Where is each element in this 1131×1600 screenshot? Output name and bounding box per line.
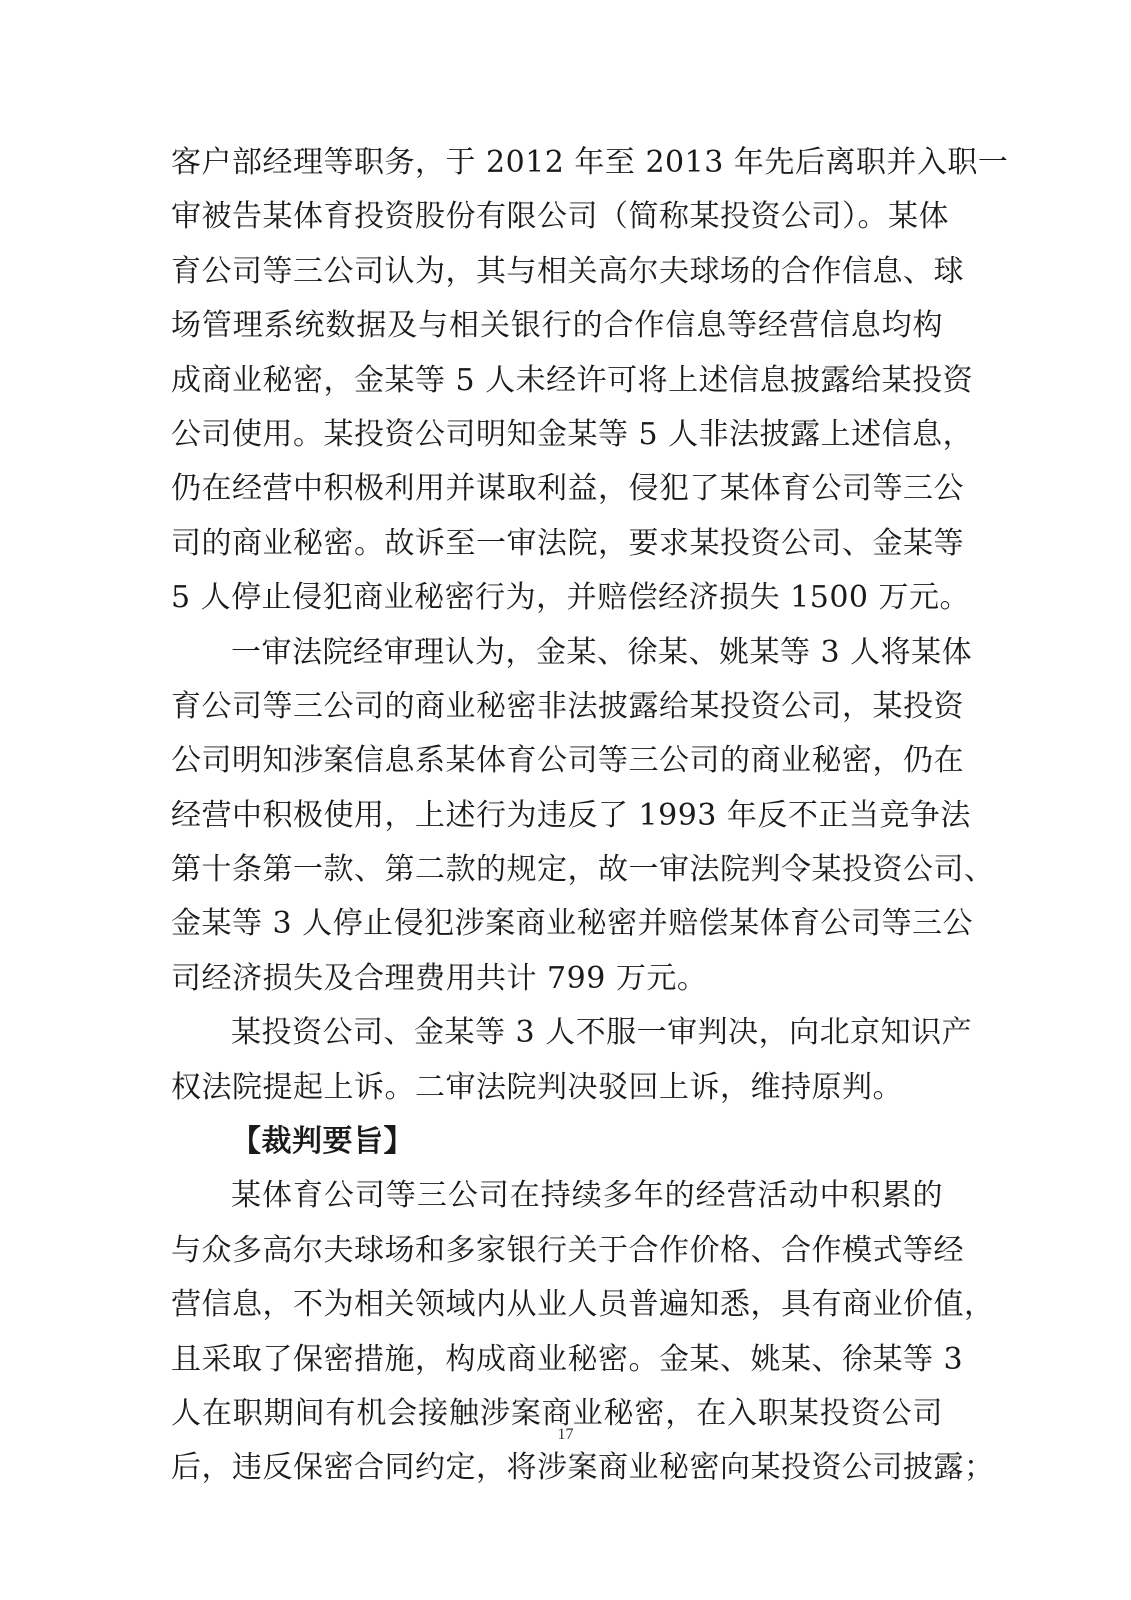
text-line: 第十条第一款、第二款的规定，故一审法院判令某投资公司、 [171, 852, 995, 888]
text-line: 司经济损失及合理费用共计 799 万元。 [171, 960, 708, 996]
paragraph-first-line: 某体育公司等三公司在持续多年的经营活动中积累的 [231, 1178, 943, 1214]
text-line: 公司使用。某投资公司明知金某等 5 人非法披露上述信息， [171, 416, 974, 452]
body-text [171, 136, 1009, 1496]
text-line: 客户部经理等职务，于 2012 年至 2013 年先后离职并入职一 [171, 145, 1009, 180]
text-line: 后，违反保密合同约定，将涉案商业秘密向某投资公司披露； [171, 1450, 995, 1486]
page-number: 17 [557, 1426, 574, 1443]
text-line: 与众多高尔夫球场和多家银行关于合作价格、合作模式等经 [171, 1232, 964, 1268]
text-line: 公司明知涉案信息系某体育公司等三公司的商业秘密，仍在 [171, 743, 964, 779]
text-line: 经营中积极使用，上述行为违反了 1993 年反不正当竞争法 [171, 797, 971, 833]
text-line: 5 人停止侵犯商业秘密行为，并赔偿经济损失 1500 万元。 [171, 580, 971, 616]
text-line: 育公司等三公司认为，其与相关高尔夫球场的合作信息、球 [171, 253, 964, 289]
text-line: 育公司等三公司的商业秘密非法披露给某投资公司，某投资 [171, 688, 964, 724]
text-line: 场管理系统数据及与相关银行的合作信息等经营信息均构 [171, 308, 943, 344]
text-line: 审被告某体育投资股份有限公司（简称某投资公司）。某体 [171, 199, 949, 235]
paragraph-first-line: 一审法院经审理认为，金某、徐某、姚某等 3 人将某体 [231, 634, 973, 670]
text-line: 权法院提起上诉。二审法院判决驳回上诉，维持原判。 [171, 1069, 903, 1105]
text-line: 司的商业秘密。故诉至一审法院，要求某投资公司、金某等 [171, 525, 964, 561]
text-line: 且采取了保密措施，构成商业秘密。金某、姚某、徐某等 3 [171, 1341, 964, 1377]
text-line: 金某等 3 人停止侵犯涉案商业秘密并赔偿某体育公司等三公 [171, 906, 974, 942]
paragraph-first-line: 某投资公司、金某等 3 人不服一审判决，向北京知识产 [231, 1015, 973, 1051]
text-line: 营信息，不为相关领域内从业人员普遍知悉，具有商业价值， [171, 1287, 995, 1323]
text-line: 仍在经营中积极利用并谋取利益，侵犯了某体育公司等三公 [171, 471, 964, 507]
section-heading: 【裁判要旨】 [231, 1124, 414, 1160]
text-line: 成商业秘密，金某等 5 人未经许可将上述信息披露给某投资 [171, 362, 974, 398]
text-line: 人在职期间有机会接触涉案商业秘密，在入职某投资公司 [171, 1395, 943, 1431]
